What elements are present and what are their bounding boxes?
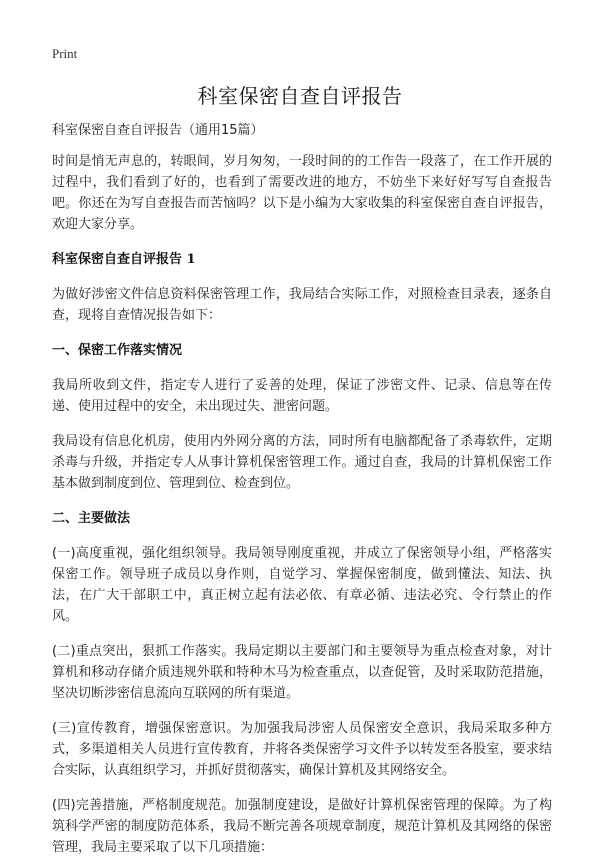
part2-paragraph-2: (二)重点突出，狠抓工作落实。我局定期以主要部门和主要领导为重点检查对象，对计算机和移动存储介质违规外联和特种木马为检查重点，以查促管，及时采取防范措施，坚决切断涉密信息流向互联网的所有渠道。 bbox=[52, 644, 552, 701]
section-heading: 科室保密自查自评报告 1 bbox=[52, 252, 196, 267]
document-title: 科室保密自查自评报告 bbox=[197, 84, 403, 108]
part2-paragraph-3: (三)宣传教育，增强保密意识。为加强我局涉密人员保密安全意识，我局采取多种方式，多渠道相关人员进行宣传教育，并将各类保密学习文件予以转发至各股室，要求结合实际，认真组织学习，并抓好贯彻落实，确保计算机及其网络安全。 bbox=[52, 721, 552, 778]
print-link[interactable]: Print bbox=[52, 46, 78, 61]
section-intro-paragraph: 为做好涉密文件信息资料保密管理工作，我局结合实际工作，对照检查目录表，逐条自查，现将自查情况报告如下： bbox=[52, 287, 552, 323]
part1-paragraph-2: 我局设有信息化机房，使用内外网分离的方法，同时所有电脑都配备了杀毒软件，定期杀毒与升级，并指定专人从事计算机保密管理工作。通过自查，我局的计算机保密工作基本做到制度到位、管理到位、检查到位。 bbox=[52, 434, 552, 491]
part2-paragraph-1: (一)高度重视，强化组织领导。我局领导刚度重视，并成立了保密领导小组，严格落实保密工作。领导班子成员以身作则，自觉学习、掌握保密制度，做到懂法、知法、执法，在广大干部职工中，真正树立起有法必依、有章必循、违法必究、令行禁止的作风。 bbox=[52, 546, 552, 624]
part2-heading: 二、主要做法 bbox=[52, 511, 131, 526]
part1-paragraph-1: 我局所收到文件，指定专人进行了妥善的处理，保证了涉密文件、记录、信息等在传递、使用过程中的安全，未出现过失、泄密问题。 bbox=[52, 378, 552, 414]
part1-heading: 一、保密工作落实情况 bbox=[52, 343, 183, 358]
intro-paragraph: 时间是悄无声息的，转眼间，岁月匆匆，一段时间的的工作告一段落了，在工作开展的过程中，我们看到了好的，也看到了需要改进的地方，不妨坐下来好好写写自查报告吧。你还在为写自查报告而苦恼吗？以下是小编为大家收集的科室保密自查自评报告，欢迎大家分享。 bbox=[52, 154, 552, 232]
part2-paragraph-4: (四)完善措施，严格制度规范。加强制度建设，是做好计算机保密管理的保障。为了构筑科学严密的制度防范体系，我局不断完善各项规章制度，规范计算机及其网络的保密管理，我局主要采取了以下几项措施： bbox=[52, 798, 552, 855]
document-body bbox=[52, 120, 552, 858]
document-subtitle: 科室保密自查自评报告（通用15篇） bbox=[52, 123, 264, 138]
